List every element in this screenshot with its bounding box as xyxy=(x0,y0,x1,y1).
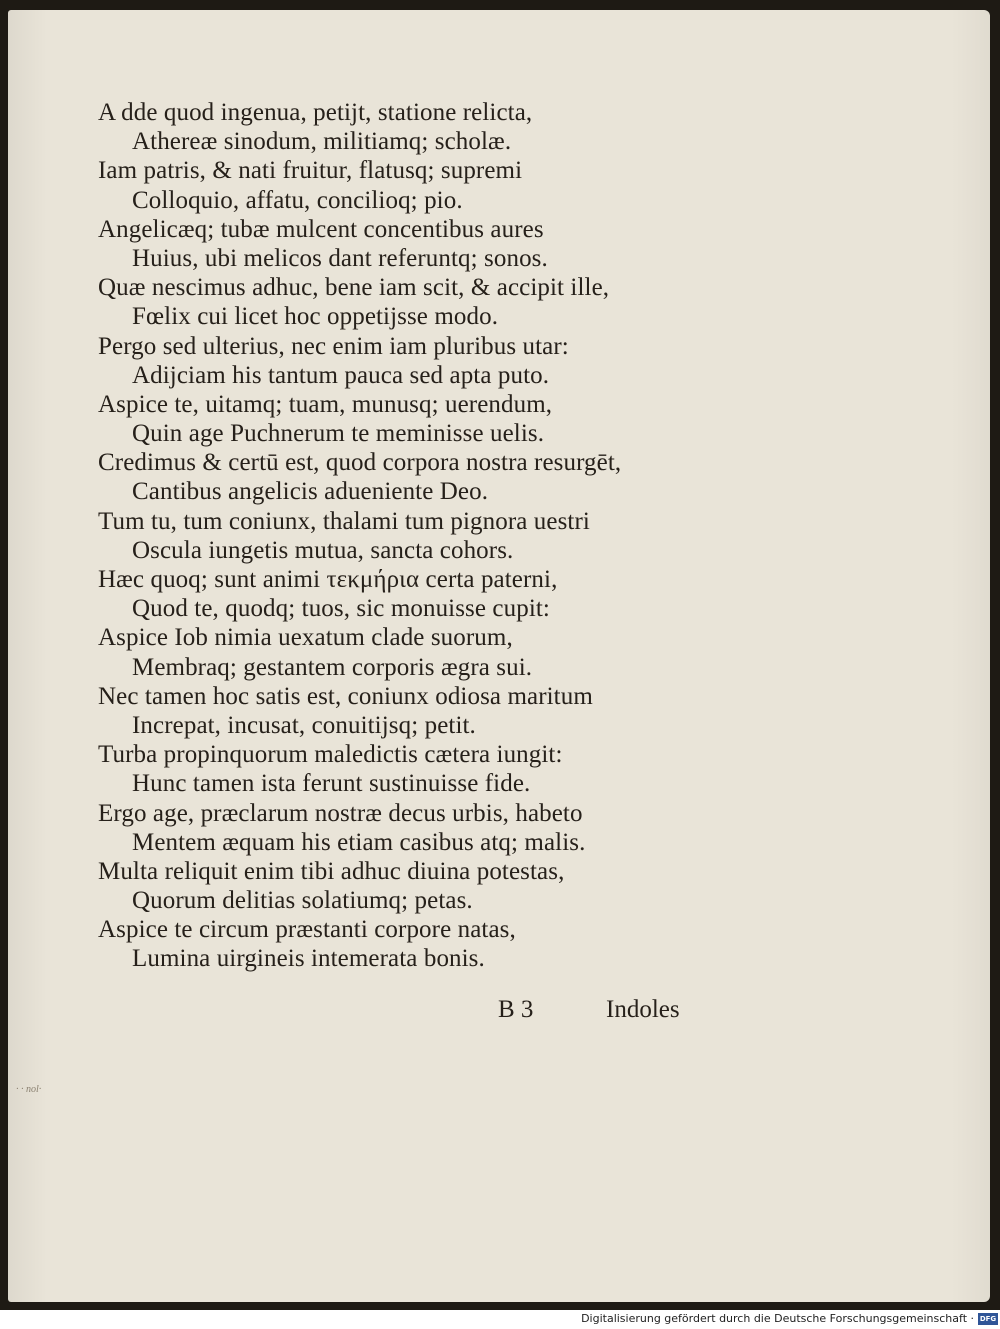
verse-line: Aspice te, uitamq; tuam, munusq; uerendum, xyxy=(98,390,553,418)
verse-line: Mentem æquam his etiam casibus atq; malis. xyxy=(132,828,586,856)
verse-line: Pergo sed ulterius, nec enim iam pluribus utar: xyxy=(98,332,569,360)
verse-line: Quæ nescimus adhuc, bene iam scit, & accipit ille, xyxy=(98,274,610,302)
verse-line: A dde quod ingenua, petijt, statione relicta, xyxy=(98,99,533,126)
verse-line: Multa reliquit enim tibi adhuc diuina potestas, xyxy=(98,857,565,885)
verse-line: Adijciam his tantum pauca sed apta puto. xyxy=(132,361,550,389)
verse-line: Angelicæq; tubæ mulcent concentibus aures xyxy=(98,215,544,243)
page-foot xyxy=(8,996,990,1026)
verse-line: Ergo age, præclarum nostræ decus urbis, habeto xyxy=(98,799,583,827)
verse-line: Fœlix cui licet hoc oppetijsse modo. xyxy=(132,303,499,331)
signature-mark: B 3 xyxy=(498,996,534,1023)
verse-line: Aspice Iob nimia uexatum clade suorum, xyxy=(98,624,513,652)
book-page xyxy=(8,10,990,1302)
verse-line: Quorum delitias solatiumq; petas. xyxy=(132,887,473,915)
verse-line: Hæc quoq; sunt animi τεκμήρια certa paterni, xyxy=(98,566,558,593)
verse-line: Hunc tamen ista ferunt sustinuisse fide. xyxy=(132,770,531,798)
verse-line: Nec tamen hoc satis est, coniunx odiosa maritum xyxy=(98,682,593,710)
verse-block xyxy=(98,98,718,974)
verse-line: Increpat, incusat, conuitijsq; petit. xyxy=(132,711,476,739)
verse-line: Oscula iungetis mutua, sancta cohors. xyxy=(132,536,514,564)
catchword: Indoles xyxy=(606,996,680,1023)
margin-note: · · nol· xyxy=(16,1084,42,1095)
verse-line: Lumina uirgineis intemerata bonis. xyxy=(132,945,485,973)
verse-line: Tum tu, tum coniunx, thalami tum pignora uestri xyxy=(98,507,590,535)
verse-line: Iam patris, & nati fruitur, flatusq; supremi xyxy=(98,157,523,185)
verse-line: Credimus & certū est, quod corpora nostra resurgēt, xyxy=(98,449,622,477)
verse-line: Turba propinquorum maledictis cætera iungit: xyxy=(98,741,563,769)
verse-line: Cantibus angelicis adueniente Deo. xyxy=(132,478,489,506)
dfg-logo-icon: DFG xyxy=(979,1315,997,1323)
verse-line: Aspice te circum præstanti corpore natas, xyxy=(98,916,516,944)
funding-credit: Digitalisierung gefördert durch die Deutsche Forschungsgemeinschaft · xyxy=(581,1312,974,1325)
verse-line: Membraq; gestantem corporis ægra sui. xyxy=(132,653,533,681)
verse-line: Athereæ sinodum, militiamq; scholæ. xyxy=(132,128,512,156)
verse-line: Quin age Puchnerum te meminisse uelis. xyxy=(132,420,545,448)
verse-line: Huius, ubi melicos dant referuntq; sonos. xyxy=(132,244,548,272)
verse-line: Quod te, quodq; tuos, sic monuisse cupit: xyxy=(132,595,550,623)
digitization-footer xyxy=(0,1310,1000,1329)
verse-line: Colloquio, affatu, concilioq; pio. xyxy=(132,186,463,214)
